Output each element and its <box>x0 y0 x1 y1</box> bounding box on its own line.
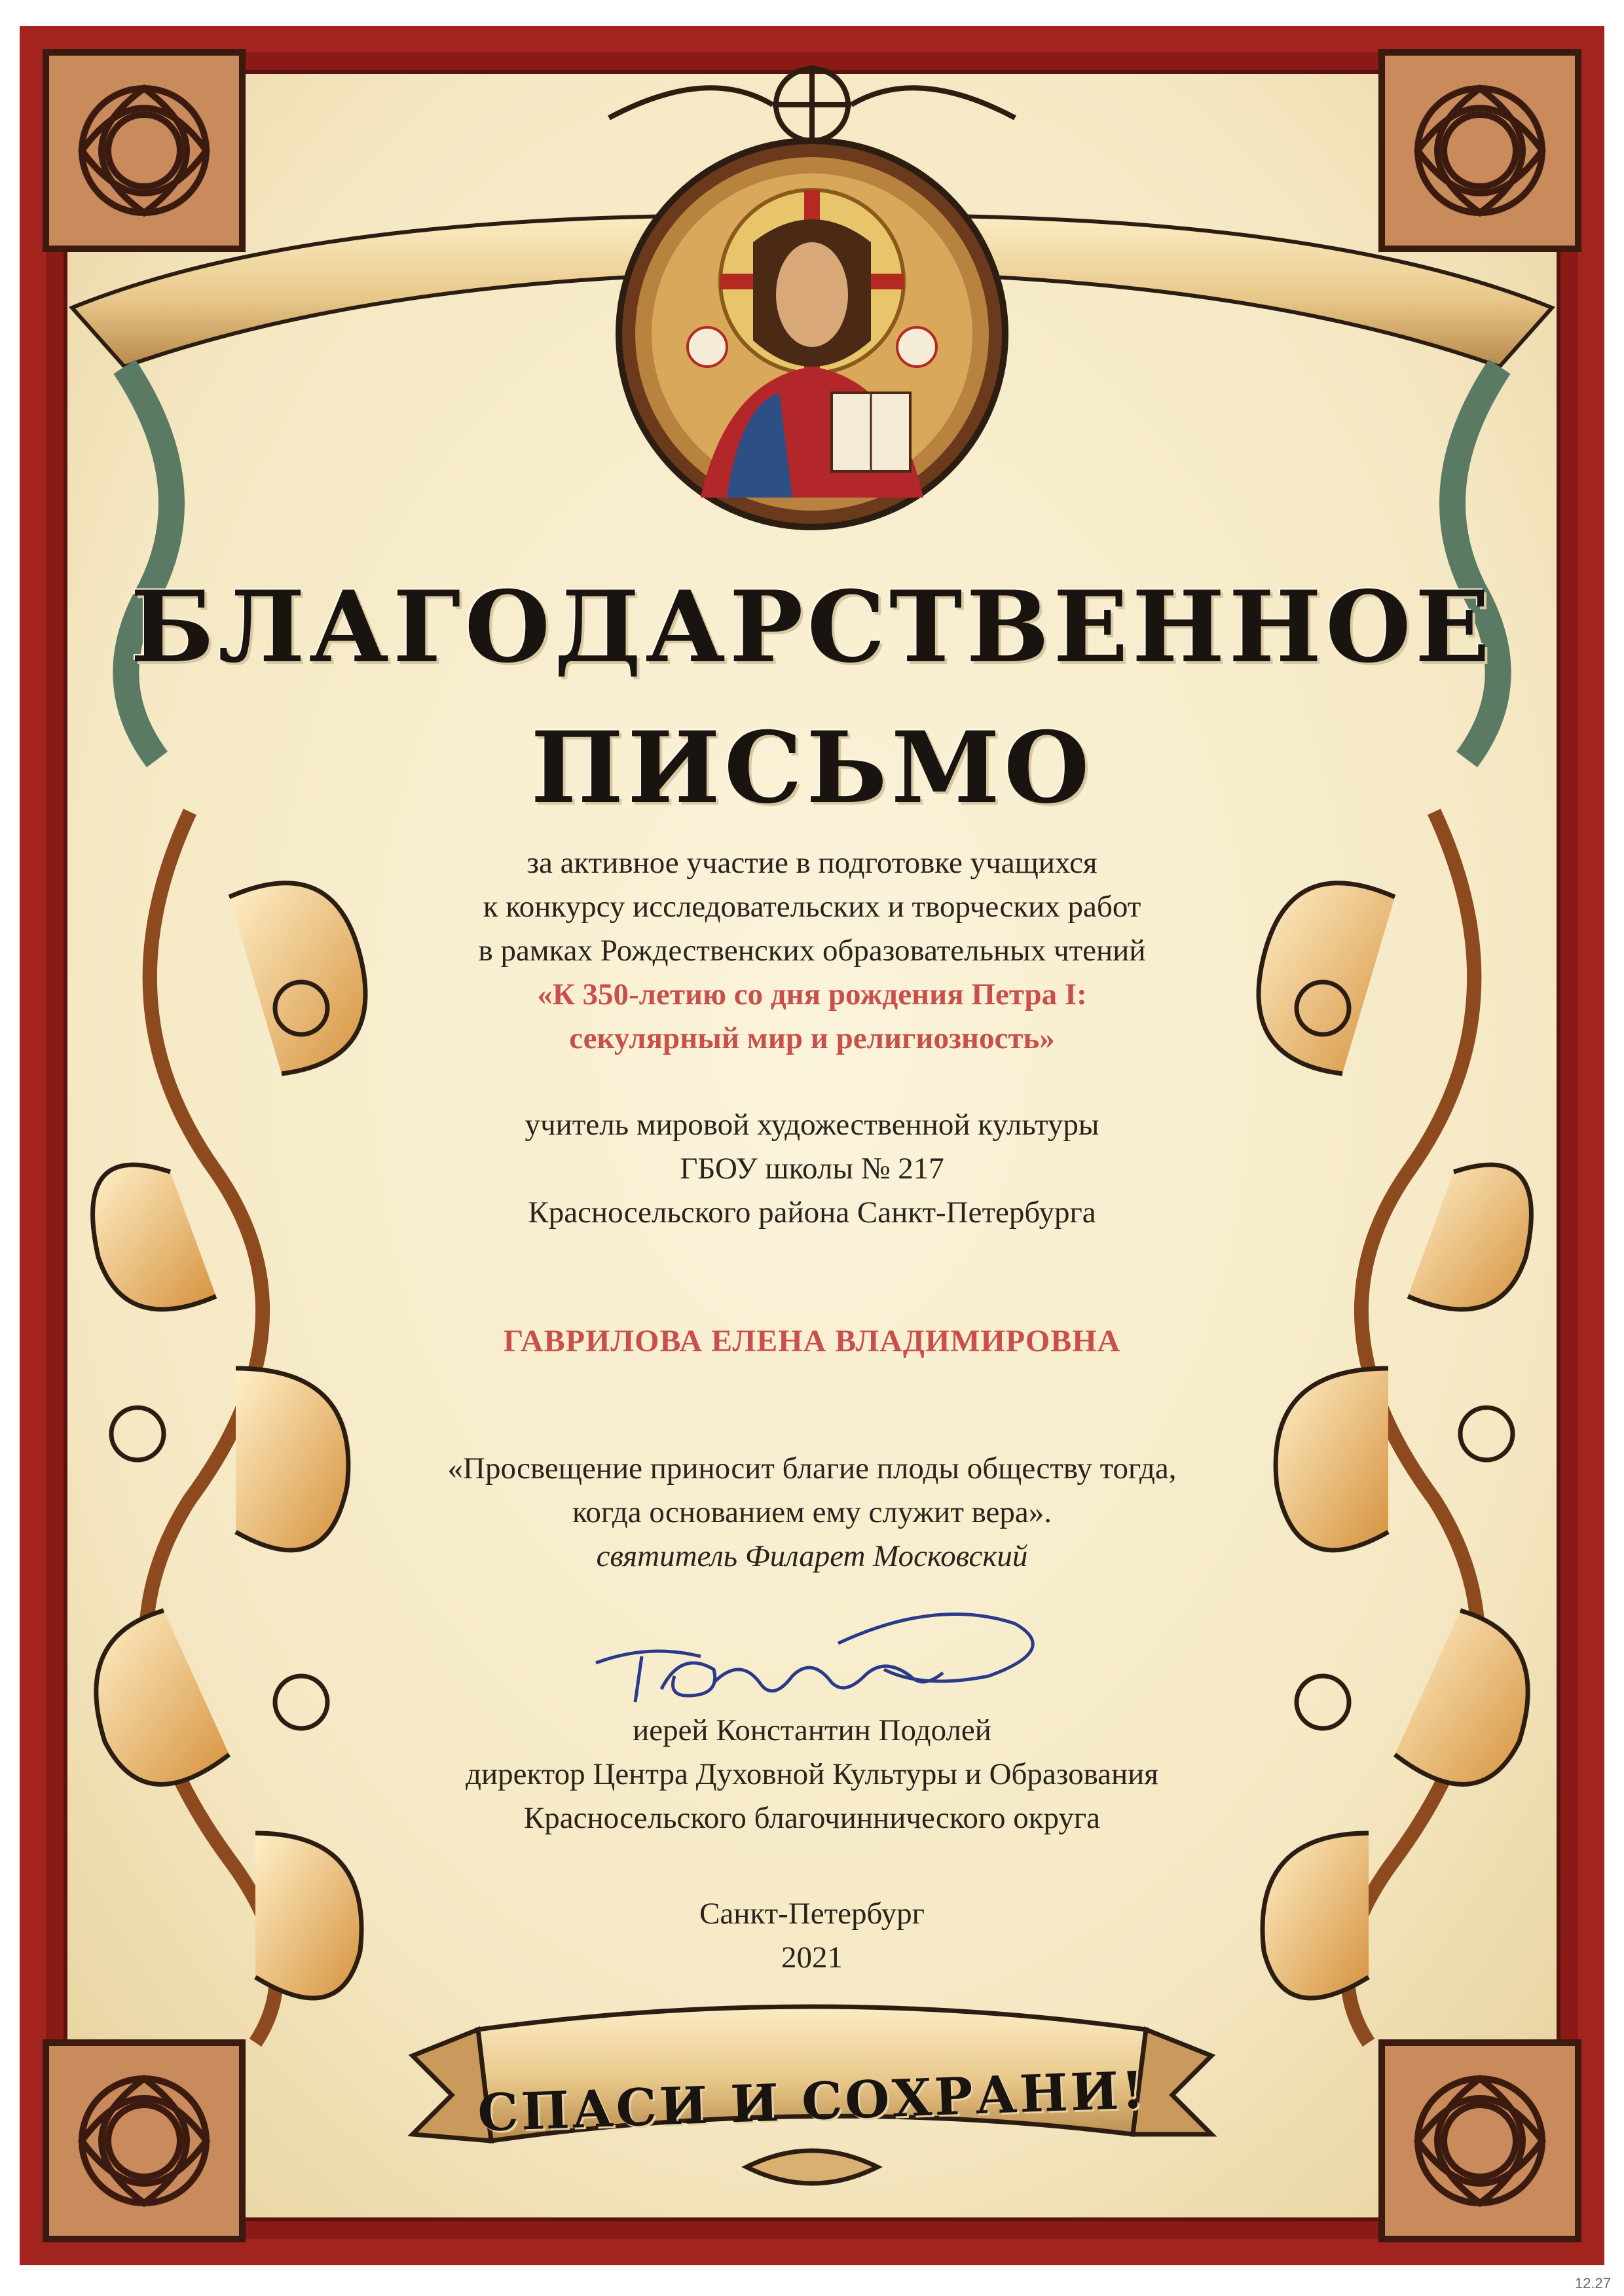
banner-motto: СПАСИ И СОХРАНИ! <box>477 2060 1147 2143</box>
recipient-school: ГБОУ школы № 217 <box>680 1152 944 1186</box>
corner-knot-top-right <box>1382 52 1578 249</box>
reason-line-3: в рамках Рождественских образовательных чтений <box>478 934 1146 968</box>
reason-line-1: за активное участие в подготовке учащихся <box>526 846 1098 880</box>
recipient-position: учитель мировой художественной культуры <box>525 1108 1099 1142</box>
year: 2021 <box>781 1941 843 1975</box>
theme-line-1: «К 350-летию со дня рождения Петра I: <box>537 977 1087 1011</box>
certificate <box>20 26 1604 2265</box>
quote-line-2: когда основанием ему служит вера». <box>572 1495 1052 1529</box>
theme-line-2: секулярный мир и религиозность» <box>569 1021 1055 1055</box>
place: Санкт-Петербург <box>699 1897 925 1931</box>
recipient-district: Красносельского района Санкт-Петербурга <box>528 1195 1096 1230</box>
corner-knot-top-left <box>46 52 242 249</box>
recipient-name: ГАВРИЛОВА ЕЛЕНА ВЛАДИМИРОВНА <box>503 1324 1121 1358</box>
signatory-name: иерей Константин Подолей <box>633 1713 991 1747</box>
title-line-1: БЛАГОДАРСТВЕННОЕ <box>130 570 1494 685</box>
corner-code: 12.27 <box>1574 2275 1611 2291</box>
christ-icon <box>619 141 1005 527</box>
signatory-title: директор Центра Духовной Культуры и Образования <box>466 1757 1158 1791</box>
title-line-2: ПИСЬМО <box>530 710 1094 826</box>
quote-line-1: «Просвещение приносит благие плоды обществу тогда, <box>447 1451 1177 1485</box>
signatory-org: Красносельского благочиннического округа <box>523 1801 1101 1835</box>
quote-author: святитель Филарет Московский <box>596 1539 1028 1573</box>
reason-line-2: к конкурсу исследовательских и творческих работ <box>483 890 1141 924</box>
